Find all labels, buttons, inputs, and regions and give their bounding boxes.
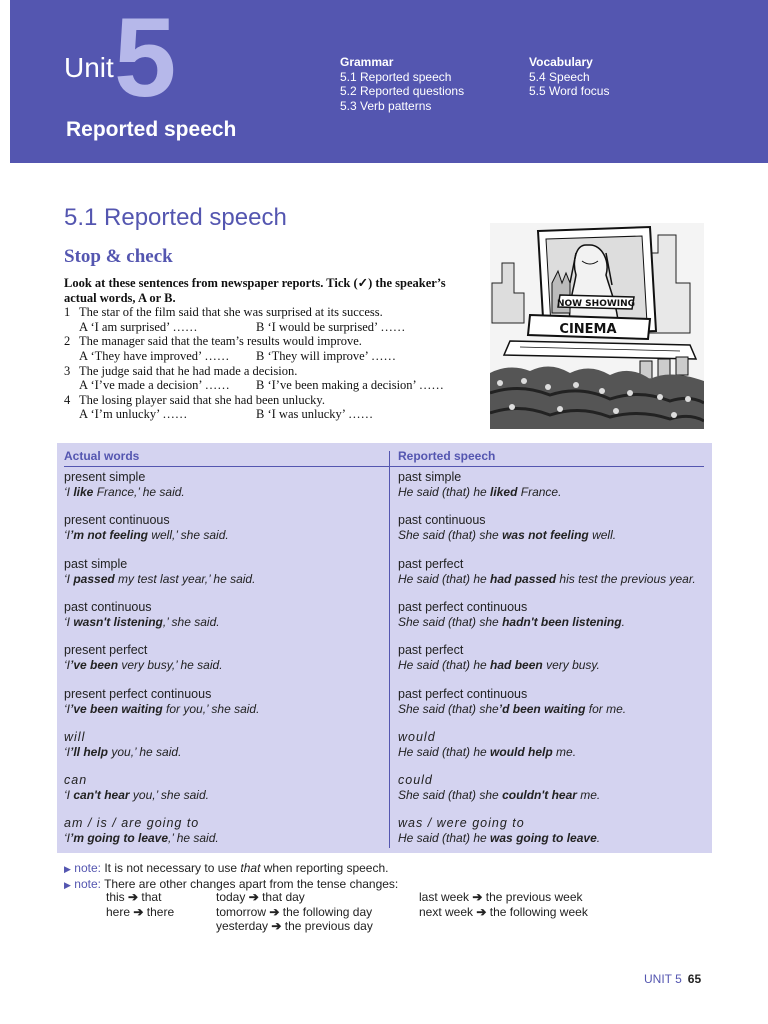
tense-name: past continuous	[64, 599, 152, 614]
question-text: The losing player said that she had been unlucky.	[79, 392, 325, 407]
example-sentence	[64, 745, 181, 760]
page-footer	[644, 972, 701, 986]
change-from: next week	[419, 904, 474, 919]
example-sentence	[398, 788, 600, 803]
tense-name: past perfect continuous	[398, 599, 528, 614]
example-text: my test last year,’ he said.	[114, 571, 256, 586]
example-sentence	[64, 485, 185, 500]
tense-name: would	[398, 729, 436, 744]
word-change	[216, 890, 305, 905]
arrow-right-icon: ➔	[473, 904, 490, 919]
tense-name: past continuous	[398, 513, 486, 528]
example-highlight: ’d been waiting	[498, 701, 586, 716]
question-text: The star of the film said that she was surprised at its success.	[79, 305, 383, 320]
example-highlight: would help	[490, 744, 553, 759]
example-sentence	[64, 788, 209, 803]
column-divider	[389, 451, 390, 848]
word-change	[106, 890, 161, 905]
actual-words-cell	[64, 730, 181, 760]
example-sentence	[64, 528, 229, 543]
option-b[interactable]: B ‘I was unlucky’ ……	[256, 407, 374, 422]
tense-name: am / is / are going to	[64, 816, 200, 831]
word-change	[419, 905, 588, 920]
note-label: note:	[74, 876, 101, 891]
example-text: well.	[588, 528, 617, 543]
change-from: here	[106, 904, 131, 919]
tense-name: present continuous	[64, 513, 170, 528]
example-highlight: passed	[73, 571, 115, 586]
arrow-right-icon: ➔	[469, 890, 486, 904]
tense-name: was / were going to	[398, 816, 525, 831]
grammar-item[interactable]: 5.3 Verb patterns	[340, 98, 432, 113]
tense-name: could	[398, 773, 433, 788]
example-highlight: had passed	[490, 571, 557, 586]
reported-speech-cell	[398, 816, 600, 846]
exercise-question	[64, 364, 474, 393]
reported-speech-cell	[398, 600, 625, 630]
example-highlight: ’m not feeling	[70, 528, 148, 543]
actual-words-cell	[64, 687, 259, 717]
cinema-cartoon-illustration	[490, 223, 704, 429]
example-text: ‘I	[64, 831, 70, 846]
example-sentence	[398, 528, 616, 543]
option-b[interactable]: B ‘I’ve been making a decision’ ……	[256, 378, 444, 393]
question-number: 2	[64, 334, 71, 349]
vocabulary-item[interactable]: 5.4 Speech	[529, 69, 590, 84]
word-change	[419, 890, 583, 905]
example-text: for you,’ she said.	[162, 701, 260, 716]
change-from: this	[106, 890, 125, 904]
actual-words-cell	[64, 643, 223, 673]
option-a[interactable]: A ‘I’m unlucky’ ……	[79, 407, 188, 422]
note-text: It is not necessary to use	[104, 861, 241, 875]
note-label: note:	[74, 861, 101, 875]
note-arrow-icon: ▶	[64, 879, 71, 890]
stop-check-exercise	[64, 276, 474, 422]
arrow-right-icon: ➔	[124, 890, 142, 904]
section-subtitle: Stop & check	[64, 246, 173, 267]
example-text: She said (that) she	[398, 788, 503, 803]
exercise-question	[64, 393, 474, 422]
note-emphasis: that	[240, 861, 261, 875]
note-text: when reporting speech.	[260, 861, 389, 875]
example-text: She said (that) she	[398, 701, 499, 716]
example-sentence	[398, 658, 600, 673]
example-highlight: was not feeling	[502, 528, 589, 543]
example-highlight: wasn't listening	[73, 614, 163, 629]
option-b[interactable]: B ‘I would be surprised’ ……	[256, 319, 406, 334]
question-number: 1	[64, 305, 71, 320]
example-text: well,’ she said.	[148, 528, 229, 543]
example-sentence	[64, 615, 220, 630]
tense-name: past simple	[398, 470, 462, 484]
note-line	[64, 861, 398, 877]
example-text: ‘I	[64, 658, 70, 673]
example-text: .	[621, 614, 625, 629]
example-text: He said (that) he	[398, 744, 491, 759]
example-sentence	[398, 615, 625, 630]
change-to: the previous day	[284, 919, 373, 933]
example-text: He said (that) he	[398, 658, 491, 673]
example-text: his test the previous year.	[556, 571, 696, 586]
word-change	[106, 905, 174, 920]
exercise-question	[64, 305, 474, 334]
option-a[interactable]: A ‘I am surprised’ ……	[79, 319, 198, 334]
vocabulary-item[interactable]: 5.5 Word focus	[529, 84, 610, 98]
reported-speech-cell	[398, 643, 600, 673]
notes-block	[64, 861, 398, 892]
actual-words-cell	[64, 773, 209, 803]
change-to: the following week	[489, 904, 588, 919]
change-to: the previous week	[485, 890, 583, 904]
example-sentence	[398, 485, 561, 500]
example-highlight: couldn't hear	[502, 788, 577, 803]
tense-name: past simple	[64, 556, 128, 571]
example-text: France.	[517, 485, 562, 499]
reported-speech-cell	[398, 513, 616, 543]
example-text: me.	[576, 788, 601, 803]
arrow-right-icon: ➔	[130, 904, 147, 919]
tense-name: will	[64, 729, 86, 744]
arrow-right-icon: ➔	[266, 904, 283, 919]
example-text: very busy.	[542, 658, 600, 673]
question-number: 4	[64, 392, 71, 407]
example-text: ‘I	[64, 744, 70, 759]
reported-speech-cell	[398, 470, 561, 500]
note-text: There are other changes apart from the tense changes:	[104, 876, 399, 891]
grammar-menu	[340, 55, 464, 113]
example-highlight: ’m going to leave	[70, 831, 169, 846]
example-highlight: ’ll help	[70, 744, 109, 759]
word-change	[216, 905, 372, 920]
example-text: ,’ he said.	[168, 831, 219, 846]
example-highlight: can't hear	[73, 788, 130, 803]
example-sentence	[64, 572, 255, 587]
grammar-item[interactable]: 5.2 Reported questions	[340, 84, 465, 98]
vocabulary-menu	[529, 55, 609, 99]
example-sentence	[398, 745, 576, 760]
actual-words-cell	[64, 470, 185, 500]
example-sentence	[398, 831, 600, 846]
example-sentence	[64, 658, 223, 673]
change-from: yesterday	[216, 919, 269, 933]
tense-name: past perfect continuous	[398, 686, 528, 701]
unit-title: Reported speech	[66, 118, 237, 141]
example-text: .	[596, 831, 601, 846]
section-title: 5.1 Reported speech	[64, 204, 287, 231]
arrow-right-icon: ➔	[268, 919, 285, 933]
question-text: The manager said that the team’s results would improve.	[79, 334, 362, 349]
example-text: ‘I	[64, 701, 70, 716]
tense-name: present perfect	[64, 643, 148, 658]
unit-label: Unit	[64, 52, 114, 83]
actual-words-header: Actual words	[64, 449, 140, 463]
example-highlight: like	[73, 485, 94, 499]
example-text: France,’ he said.	[93, 485, 185, 499]
change-from: today	[216, 890, 246, 904]
vocabulary-heading: Vocabulary	[529, 55, 593, 69]
example-text: ‘I	[64, 528, 70, 543]
page-number: 65	[687, 972, 702, 986]
example-highlight: ’ve been waiting	[70, 701, 163, 716]
actual-words-cell	[64, 816, 219, 846]
example-text: She said (that) she	[398, 614, 503, 629]
example-text: you,’ he said.	[108, 744, 182, 759]
example-text: ‘I	[64, 485, 74, 499]
option-a[interactable]: A ‘I’ve made a decision’ ……	[79, 378, 230, 393]
tense-name: past perfect	[398, 556, 464, 571]
example-text: ‘I	[64, 788, 74, 803]
now-showing-sign: NOW SHOWING	[556, 299, 636, 309]
change-from: last week	[419, 890, 470, 904]
grammar-item[interactable]: 5.1 Reported speech	[340, 69, 452, 84]
change-to: the following day	[282, 904, 373, 919]
example-sentence	[398, 702, 626, 717]
change-to: that	[141, 890, 162, 904]
exercise-question	[64, 334, 474, 363]
actual-words-cell	[64, 513, 229, 543]
reported-speech-cell	[398, 730, 576, 760]
option-a[interactable]: A ‘They have improved’ ……	[79, 348, 230, 363]
tense-name: past perfect	[398, 643, 464, 658]
example-text: He said (that) he	[398, 571, 491, 586]
example-text: ‘I	[64, 614, 74, 629]
header-rule	[64, 466, 704, 467]
example-text: very busy,’ he said.	[118, 658, 223, 673]
option-b[interactable]: B ‘They will improve’ ……	[256, 348, 397, 363]
unit-number: 5	[114, 0, 173, 120]
example-text: He said (that) he	[398, 485, 491, 499]
change-to: that day	[262, 890, 305, 904]
example-sentence	[64, 702, 259, 717]
example-highlight: was going to leave	[490, 831, 597, 846]
example-sentence	[398, 572, 696, 587]
example-text: He said (that) he	[398, 831, 491, 846]
change-from: tomorrow	[216, 904, 267, 919]
example-highlight: ’ve been	[70, 658, 119, 673]
example-text: ‘I	[64, 571, 74, 586]
actual-words-cell	[64, 557, 255, 587]
example-text: me.	[552, 744, 577, 759]
question-text: The judge said that he had made a decision.	[79, 363, 298, 378]
note-arrow-icon: ▶	[64, 864, 71, 874]
example-sentence	[64, 831, 219, 846]
reported-speech-cell	[398, 557, 696, 587]
example-text: ,’ she said.	[162, 614, 220, 629]
question-number: 3	[64, 363, 71, 378]
tense-name: present perfect continuous	[64, 686, 212, 701]
example-highlight: had been	[490, 658, 543, 673]
word-change	[216, 919, 373, 934]
actual-words-cell	[64, 600, 220, 630]
example-highlight: liked	[490, 485, 518, 499]
cinema-sign: CINEMA	[559, 322, 617, 337]
example-text: you,’ she said.	[129, 788, 209, 803]
example-highlight: hadn't been listening	[502, 614, 622, 629]
exercise-instruction: Look at these sentences from newspaper reports. Tick (✓) the speaker’s actual words, A or B.	[64, 276, 446, 305]
reported-speech-header: Reported speech	[398, 449, 496, 463]
tense-name: can	[64, 773, 88, 788]
example-text: for me.	[585, 701, 627, 716]
tense-name: present simple	[64, 470, 146, 484]
arrow-right-icon: ➔	[245, 890, 263, 904]
reported-speech-cell	[398, 687, 626, 717]
change-to: there	[146, 904, 175, 919]
footer-unit: UNIT 5	[644, 972, 682, 986]
example-text: She said (that) she	[398, 528, 503, 543]
reported-speech-cell	[398, 773, 600, 803]
grammar-heading: Grammar	[340, 55, 394, 69]
